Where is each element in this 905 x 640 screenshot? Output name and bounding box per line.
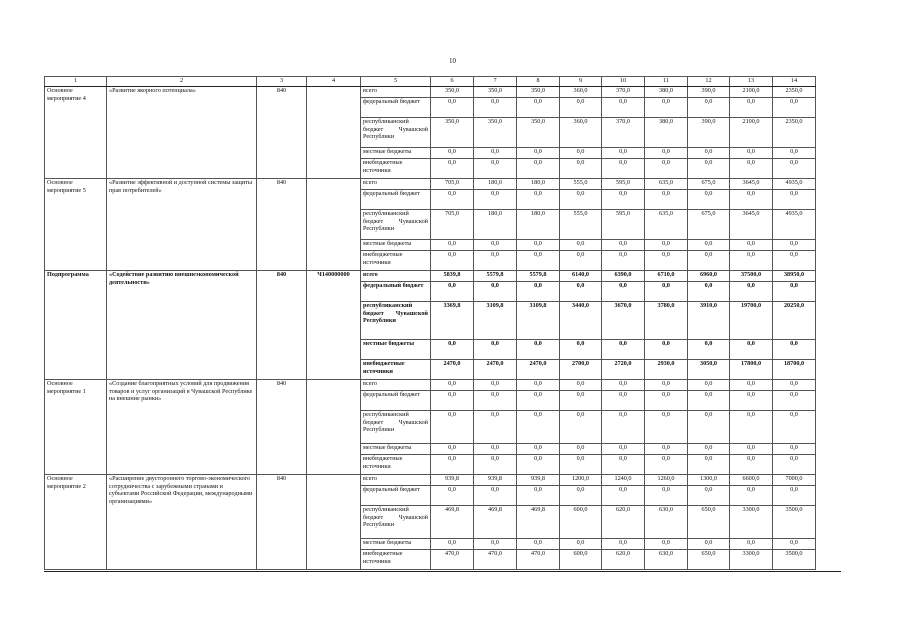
funding-source-cell: республиканский бюджет Чувашской Республики: [361, 411, 431, 444]
amount-cell: 6600,0: [730, 475, 773, 486]
amount-cell: 0,0: [645, 240, 688, 251]
amount-cell: 1240,0: [602, 475, 645, 486]
column-header-10: 10: [602, 77, 645, 87]
amount-cell: 0,0: [773, 455, 816, 475]
amount-cell: 469,8: [431, 506, 474, 539]
amount-cell: 6140,0: [560, 271, 602, 282]
column-header-5: 5: [361, 77, 431, 87]
amount-cell: 595,0: [602, 179, 645, 190]
amount-cell: 0,0: [688, 391, 730, 411]
amount-cell: 0,0: [602, 251, 645, 271]
amount-cell: 0,0: [474, 380, 517, 391]
amount-cell: 350,0: [474, 87, 517, 98]
amount-cell: 0,0: [773, 380, 816, 391]
amount-cell: 380,0: [645, 118, 688, 148]
amount-cell: 0,0: [517, 340, 560, 360]
amount-cell: 6710,0: [645, 271, 688, 282]
amount-cell: 0,0: [773, 539, 816, 550]
amount-cell: 620,0: [602, 550, 645, 570]
column-header-6: 6: [431, 77, 474, 87]
amount-cell: 0,0: [474, 340, 517, 360]
target-article-cell: [307, 87, 361, 179]
amount-cell: 360,0: [560, 87, 602, 98]
amount-cell: 350,0: [517, 118, 560, 148]
amount-cell: 620,0: [602, 506, 645, 539]
program-type-cell: Подпрограмма: [45, 271, 107, 380]
amount-cell: 0,0: [602, 148, 645, 159]
table-row: [45, 87, 816, 98]
amount-cell: 0,0: [602, 98, 645, 118]
amount-cell: 180,0: [474, 210, 517, 240]
amount-cell: 1260,0: [645, 475, 688, 486]
amount-cell: 0,0: [645, 282, 688, 302]
amount-cell: 0,0: [431, 411, 474, 444]
amount-cell: 0,0: [517, 240, 560, 251]
amount-cell: 0,0: [602, 539, 645, 550]
amount-cell: 650,0: [688, 550, 730, 570]
program-name-cell: «Создание благоприятных условий для продвижения товаров и услуг организаций в Чувашской Республике на внешние рынки»: [107, 380, 257, 475]
column-header-3: 3: [257, 77, 307, 87]
funding-source-cell: местные бюджеты: [361, 340, 431, 360]
amount-cell: 5579,8: [517, 271, 560, 282]
amount-cell: 0,0: [602, 282, 645, 302]
column-header-11: 11: [645, 77, 688, 87]
amount-cell: 0,0: [688, 148, 730, 159]
amount-cell: 0,0: [602, 190, 645, 210]
program-name-cell: «Содействие развитию внешнеэкономической деятельности»: [107, 271, 257, 380]
amount-cell: 0,0: [645, 148, 688, 159]
amount-cell: 0,0: [645, 380, 688, 391]
amount-cell: 0,0: [517, 455, 560, 475]
amount-cell: 3300,0: [730, 506, 773, 539]
program-type-cell: Основное мероприятие 2: [45, 475, 107, 570]
amount-cell: 3645,0: [730, 179, 773, 190]
table-row: [45, 179, 816, 190]
amount-cell: 0,0: [474, 282, 517, 302]
table-bottom-line: [44, 571, 841, 572]
amount-cell: 0,0: [560, 282, 602, 302]
amount-cell: 0,0: [645, 190, 688, 210]
amount-cell: 0,0: [431, 539, 474, 550]
amount-cell: 0,0: [602, 411, 645, 444]
amount-cell: 0,0: [560, 240, 602, 251]
amount-cell: 0,0: [560, 190, 602, 210]
amount-cell: 2470,0: [431, 360, 474, 380]
amount-cell: 0,0: [773, 148, 816, 159]
amount-cell: 0,0: [431, 455, 474, 475]
amount-cell: 0,0: [431, 240, 474, 251]
amount-cell: 0,0: [773, 190, 816, 210]
amount-cell: 0,0: [730, 240, 773, 251]
amount-cell: 0,0: [560, 251, 602, 271]
amount-cell: 0,0: [517, 411, 560, 444]
amount-cell: 0,0: [730, 190, 773, 210]
amount-cell: 3500,0: [773, 550, 816, 570]
amount-cell: 0,0: [730, 411, 773, 444]
amount-cell: 180,0: [474, 179, 517, 190]
amount-cell: 5579,8: [474, 271, 517, 282]
amount-cell: 2470,0: [517, 360, 560, 380]
amount-cell: 0,0: [688, 240, 730, 251]
amount-cell: 0,0: [602, 240, 645, 251]
amount-cell: 0,0: [645, 455, 688, 475]
amount-cell: 0,0: [730, 148, 773, 159]
program-name-cell: «Расширение двустороннего торгово-экономического сотрудничества с зарубежными странами и субъектами Российской Федерации, международными организациями»: [107, 475, 257, 570]
amount-cell: 37500,0: [730, 271, 773, 282]
grbs-code-cell: 840: [257, 87, 307, 179]
amount-cell: 0,0: [431, 148, 474, 159]
amount-cell: 0,0: [517, 251, 560, 271]
amount-cell: 470,0: [474, 550, 517, 570]
amount-cell: 675,0: [688, 210, 730, 240]
table-row: [45, 380, 816, 391]
amount-cell: 0,0: [645, 539, 688, 550]
amount-cell: 0,0: [474, 251, 517, 271]
amount-cell: 0,0: [730, 251, 773, 271]
amount-cell: 635,0: [645, 210, 688, 240]
funding-source-cell: республиканский бюджет Чувашской Республики: [361, 210, 431, 240]
amount-cell: 555,0: [560, 179, 602, 190]
amount-cell: 0,0: [688, 190, 730, 210]
amount-cell: 2700,0: [560, 360, 602, 380]
column-header-4: 4: [307, 77, 361, 87]
target-article-cell: [307, 179, 361, 271]
amount-cell: 0,0: [560, 380, 602, 391]
amount-cell: 0,0: [602, 340, 645, 360]
amount-cell: 705,0: [431, 179, 474, 190]
amount-cell: 180,0: [517, 179, 560, 190]
amount-cell: 0,0: [474, 486, 517, 506]
amount-cell: 675,0: [688, 179, 730, 190]
column-header-14: 14: [773, 77, 816, 87]
amount-cell: 0,0: [560, 148, 602, 159]
amount-cell: 0,0: [431, 380, 474, 391]
amount-cell: 555,0: [560, 210, 602, 240]
amount-cell: 595,0: [602, 210, 645, 240]
amount-cell: 0,0: [688, 411, 730, 444]
amount-cell: 469,8: [474, 506, 517, 539]
amount-cell: 0,0: [688, 251, 730, 271]
amount-cell: 0,0: [474, 539, 517, 550]
program-type-cell: Основное мероприятие 1: [45, 380, 107, 475]
amount-cell: 0,0: [517, 539, 560, 550]
amount-cell: 0,0: [773, 282, 816, 302]
column-header-2: 2: [107, 77, 257, 87]
grbs-code-cell: 840: [257, 475, 307, 570]
amount-cell: 6960,0: [688, 271, 730, 282]
amount-cell: 0,0: [688, 380, 730, 391]
amount-cell: 17800,0: [730, 360, 773, 380]
amount-cell: 38950,0: [773, 271, 816, 282]
amount-cell: 0,0: [773, 251, 816, 271]
funding-source-cell: внебюджетные источники: [361, 360, 431, 380]
amount-cell: 0,0: [773, 98, 816, 118]
amount-cell: 3300,0: [730, 550, 773, 570]
amount-cell: 600,0: [560, 506, 602, 539]
grbs-code-cell: 840: [257, 271, 307, 380]
funding-source-cell: республиканский бюджет Чувашской Республики: [361, 118, 431, 148]
amount-cell: 939,8: [517, 475, 560, 486]
amount-cell: 0,0: [730, 486, 773, 506]
amount-cell: 0,0: [517, 98, 560, 118]
funding-source-cell: всего: [361, 271, 431, 282]
amount-cell: 0,0: [688, 539, 730, 550]
amount-cell: 390,0: [688, 118, 730, 148]
budget-table: [44, 76, 816, 570]
amount-cell: 2350,0: [773, 87, 816, 98]
amount-cell: 3109,8: [474, 302, 517, 340]
program-type-cell: Основное мероприятие 4: [45, 87, 107, 179]
amount-cell: 0,0: [688, 455, 730, 475]
table-row: [45, 271, 816, 282]
amount-cell: 0,0: [560, 98, 602, 118]
amount-cell: 2930,0: [645, 360, 688, 380]
amount-cell: 3645,0: [730, 210, 773, 240]
amount-cell: 0,0: [474, 455, 517, 475]
amount-cell: 0,0: [474, 411, 517, 444]
amount-cell: 0,0: [517, 159, 560, 179]
funding-source-cell: всего: [361, 380, 431, 391]
amount-cell: 0,0: [474, 159, 517, 179]
amount-cell: 650,0: [688, 506, 730, 539]
amount-cell: 0,0: [645, 391, 688, 411]
amount-cell: 470,0: [431, 550, 474, 570]
amount-cell: 360,0: [560, 118, 602, 148]
amount-cell: 0,0: [730, 444, 773, 455]
amount-cell: 0,0: [730, 282, 773, 302]
target-article-cell: [307, 475, 361, 570]
amount-cell: 2100,0: [730, 87, 773, 98]
amount-cell: 630,0: [645, 550, 688, 570]
amount-cell: 3369,8: [431, 302, 474, 340]
amount-cell: 0,0: [431, 340, 474, 360]
amount-cell: 7000,0: [773, 475, 816, 486]
amount-cell: 0,0: [517, 391, 560, 411]
amount-cell: 0,0: [645, 486, 688, 506]
amount-cell: 20250,0: [773, 302, 816, 340]
amount-cell: 3050,0: [688, 360, 730, 380]
column-header-13: 13: [730, 77, 773, 87]
amount-cell: 0,0: [645, 411, 688, 444]
amount-cell: 0,0: [474, 98, 517, 118]
amount-cell: 0,0: [773, 391, 816, 411]
amount-cell: 6390,0: [602, 271, 645, 282]
amount-cell: 0,0: [560, 539, 602, 550]
amount-cell: 0,0: [730, 159, 773, 179]
funding-source-cell: федеральный бюджет: [361, 190, 431, 210]
amount-cell: 0,0: [688, 486, 730, 506]
amount-cell: 350,0: [474, 118, 517, 148]
amount-cell: 0,0: [688, 340, 730, 360]
amount-cell: 0,0: [730, 539, 773, 550]
amount-cell: 630,0: [645, 506, 688, 539]
funding-source-cell: внебюджетные источники: [361, 159, 431, 179]
amount-cell: 5839,8: [431, 271, 474, 282]
amount-cell: 350,0: [517, 87, 560, 98]
amount-cell: 0,0: [688, 159, 730, 179]
funding-source-cell: местные бюджеты: [361, 539, 431, 550]
amount-cell: 0,0: [730, 98, 773, 118]
amount-cell: 0,0: [602, 391, 645, 411]
amount-cell: 18700,0: [773, 360, 816, 380]
amount-cell: 0,0: [474, 391, 517, 411]
amount-cell: 0,0: [474, 190, 517, 210]
column-header-7: 7: [474, 77, 517, 87]
amount-cell: 1200,0: [560, 475, 602, 486]
amount-cell: 0,0: [474, 444, 517, 455]
amount-cell: 2350,0: [773, 118, 816, 148]
amount-cell: 4935,0: [773, 210, 816, 240]
column-header-8: 8: [517, 77, 560, 87]
column-header-12: 12: [688, 77, 730, 87]
amount-cell: 0,0: [431, 190, 474, 210]
amount-cell: 0,0: [730, 380, 773, 391]
amount-cell: 0,0: [730, 340, 773, 360]
amount-cell: 0,0: [602, 455, 645, 475]
amount-cell: 370,0: [602, 118, 645, 148]
amount-cell: 1300,0: [688, 475, 730, 486]
amount-cell: 469,8: [517, 506, 560, 539]
amount-cell: 0,0: [730, 455, 773, 475]
amount-cell: 370,0: [602, 87, 645, 98]
funding-source-cell: внебюджетные источники: [361, 550, 431, 570]
target-article-cell: Ч140000000: [307, 271, 361, 380]
funding-source-cell: федеральный бюджет: [361, 391, 431, 411]
program-type-cell: Основное мероприятие 5: [45, 179, 107, 271]
amount-cell: 0,0: [431, 444, 474, 455]
amount-cell: 0,0: [602, 159, 645, 179]
amount-cell: 0,0: [431, 486, 474, 506]
amount-cell: 0,0: [431, 391, 474, 411]
funding-source-cell: местные бюджеты: [361, 444, 431, 455]
amount-cell: 635,0: [645, 179, 688, 190]
grbs-code-cell: 840: [257, 179, 307, 271]
amount-cell: 0,0: [431, 98, 474, 118]
amount-cell: 0,0: [560, 340, 602, 360]
amount-cell: 0,0: [602, 444, 645, 455]
grbs-code-cell: 840: [257, 380, 307, 475]
amount-cell: 0,0: [474, 148, 517, 159]
amount-cell: 3780,0: [645, 302, 688, 340]
amount-cell: 3440,0: [560, 302, 602, 340]
amount-cell: 0,0: [602, 380, 645, 391]
header-row: [45, 77, 816, 87]
amount-cell: 0,0: [688, 282, 730, 302]
amount-cell: 0,0: [431, 159, 474, 179]
amount-cell: 0,0: [688, 98, 730, 118]
funding-source-cell: местные бюджеты: [361, 148, 431, 159]
amount-cell: 0,0: [645, 98, 688, 118]
amount-cell: 4935,0: [773, 179, 816, 190]
funding-source-cell: республиканский бюджет Чувашской Республики: [361, 302, 431, 340]
funding-source-cell: федеральный бюджет: [361, 282, 431, 302]
amount-cell: 0,0: [645, 251, 688, 271]
program-name-cell: «Развитие якорного потенциала»: [107, 87, 257, 179]
amount-cell: 0,0: [517, 444, 560, 455]
funding-source-cell: республиканский бюджет Чувашской Республики: [361, 506, 431, 539]
amount-cell: 470,0: [517, 550, 560, 570]
amount-cell: 0,0: [773, 159, 816, 179]
amount-cell: 380,0: [645, 87, 688, 98]
amount-cell: 705,0: [431, 210, 474, 240]
page-number: 10: [449, 57, 456, 65]
amount-cell: 350,0: [431, 87, 474, 98]
column-header-1: 1: [45, 77, 107, 87]
amount-cell: 0,0: [517, 282, 560, 302]
funding-source-cell: всего: [361, 475, 431, 486]
amount-cell: 0,0: [560, 486, 602, 506]
amount-cell: 0,0: [773, 240, 816, 251]
amount-cell: 0,0: [560, 391, 602, 411]
amount-cell: 0,0: [431, 282, 474, 302]
amount-cell: 0,0: [517, 148, 560, 159]
amount-cell: 0,0: [773, 486, 816, 506]
amount-cell: 939,8: [431, 475, 474, 486]
amount-cell: 0,0: [431, 251, 474, 271]
amount-cell: 180,0: [517, 210, 560, 240]
funding-source-cell: всего: [361, 179, 431, 190]
amount-cell: 0,0: [517, 380, 560, 391]
target-article-cell: [307, 380, 361, 475]
table-row: [45, 475, 816, 486]
funding-source-cell: местные бюджеты: [361, 240, 431, 251]
amount-cell: 0,0: [688, 444, 730, 455]
amount-cell: 390,0: [688, 87, 730, 98]
amount-cell: 600,0: [560, 550, 602, 570]
funding-source-cell: внебюджетные источники: [361, 455, 431, 475]
amount-cell: 0,0: [645, 159, 688, 179]
amount-cell: 0,0: [602, 486, 645, 506]
amount-cell: 0,0: [560, 444, 602, 455]
amount-cell: 3109,8: [517, 302, 560, 340]
funding-source-cell: федеральный бюджет: [361, 486, 431, 506]
amount-cell: 0,0: [517, 486, 560, 506]
amount-cell: 0,0: [560, 455, 602, 475]
amount-cell: 0,0: [645, 444, 688, 455]
amount-cell: 0,0: [773, 340, 816, 360]
amount-cell: 3910,0: [688, 302, 730, 340]
funding-source-cell: федеральный бюджет: [361, 98, 431, 118]
amount-cell: 0,0: [517, 190, 560, 210]
amount-cell: 350,0: [431, 118, 474, 148]
amount-cell: 0,0: [730, 391, 773, 411]
amount-cell: 19700,0: [730, 302, 773, 340]
amount-cell: 0,0: [645, 340, 688, 360]
amount-cell: 0,0: [773, 411, 816, 444]
amount-cell: 3500,0: [773, 506, 816, 539]
amount-cell: 0,0: [560, 411, 602, 444]
column-header-9: 9: [560, 77, 602, 87]
amount-cell: 0,0: [560, 159, 602, 179]
amount-cell: 2720,0: [602, 360, 645, 380]
amount-cell: 2100,0: [730, 118, 773, 148]
amount-cell: 0,0: [474, 240, 517, 251]
funding-source-cell: всего: [361, 87, 431, 98]
amount-cell: 939,8: [474, 475, 517, 486]
amount-cell: 3670,0: [602, 302, 645, 340]
program-name-cell: «Развитие эффективной и доступной системы защиты прав потребителей»: [107, 179, 257, 271]
amount-cell: 0,0: [773, 444, 816, 455]
funding-source-cell: внебюджетные источники: [361, 251, 431, 271]
amount-cell: 2470,0: [474, 360, 517, 380]
